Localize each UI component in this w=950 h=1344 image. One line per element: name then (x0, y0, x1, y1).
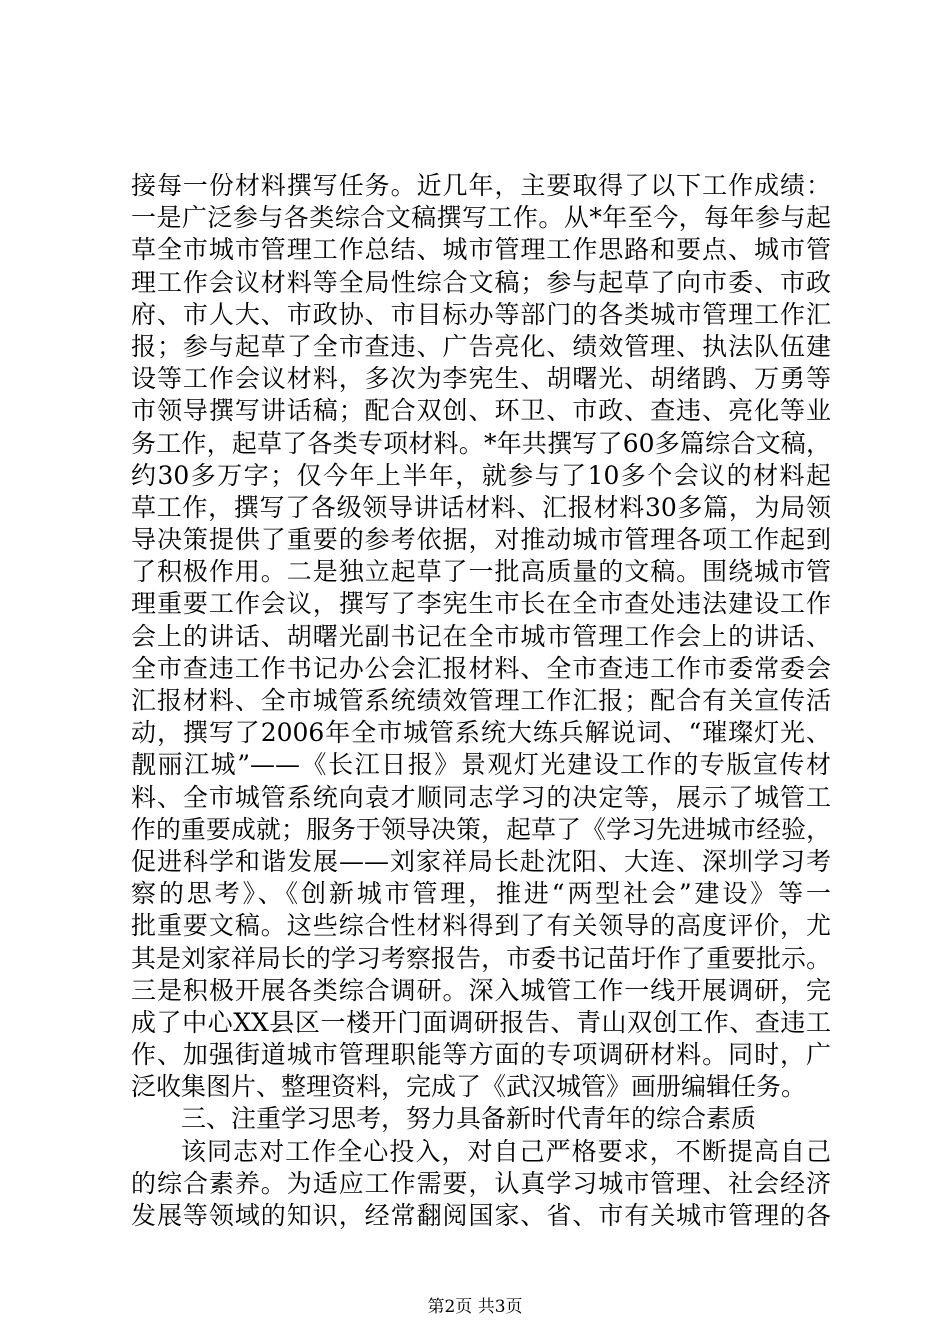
text-line: 泛收集图片、整理资料，完成了《武汉城管》画册编辑任务。 (131, 1072, 807, 1102)
text-line: 草全市城市管理工作总结、城市管理工作思路和要点、城市管 (131, 235, 831, 265)
text-line: 促进科学和谐发展——刘家祥局长赴沈阳、大连、深圳学习考 (131, 846, 831, 876)
text-line: 约30多万字；仅今年上半年，就参与了10多个会议的材料起 (131, 460, 831, 490)
text-line: 草工作，撰写了各级领导讲话材料、汇报材料30多篇，为局领 (131, 492, 831, 522)
text-line: 汇报材料、全市城管系统绩效管理工作汇报；配合有关宣传活 (131, 686, 831, 715)
text-line: 会上的讲话、胡曙光副书记在全市城市管理工作会上的讲话、 (131, 621, 831, 651)
text-line: 接每一份材料撰写任务。近几年，主要取得了以下工作成绩： (131, 171, 831, 200)
text-line: 察的思考》、《创新城市管理，推进“两型社会”建设》等一 (131, 879, 831, 909)
text-line: 一是广泛参与各类综合文稿撰写工作。从*年至今，每年参与起 (131, 203, 831, 233)
section-heading: 三、注重学习思考，努力具备新时代青年的综合素质 (181, 1104, 757, 1134)
text-line: 务工作，起草了各类专项材料。*年共撰写了60多篇综合文稿， (131, 428, 831, 458)
text-line: 的综合素养。为适应工作需要，认真学习城市管理、社会经济 (131, 1168, 831, 1198)
body-text (131, 170, 831, 1232)
text-line: 该同志对工作全心投入，对自己严格要求，不断提高自己 (181, 1136, 831, 1166)
text-line: 发展等领域的知识，经常翻阅国家、省、市有关城市管理的各 (131, 1201, 831, 1230)
text-line: 批重要文稿。这些综合性材料得到了有关领导的高度评价，尤 (131, 911, 831, 941)
text-line: 理重要工作会议，撰写了李宪生市长在全市查处违法建设工作 (131, 589, 831, 619)
text-line: 理工作会议材料等全局性综合文稿；参与起草了向市委、市政 (131, 267, 831, 297)
text-line: 作、加强街道城市管理职能等方面的专项调研材料。同时，广 (131, 1040, 831, 1070)
text-line: 动，撰写了2006年全市城管系统大练兵解说词、“璀璨灯光、 (131, 718, 831, 748)
text-line: 成了中心XX县区一楼开门面调研报告、青山双创工作、查违工 (131, 1007, 831, 1037)
text-line: 全市查违工作书记办公会汇报材料、全市查违工作市委常委会 (131, 653, 831, 683)
text-line: 府、市人大、市政协、市目标办等部门的各类城市管理工作汇 (131, 299, 831, 329)
text-line: 三是积极开展各类综合调研。深入城管工作一线开展调研，完 (131, 975, 831, 1005)
text-line: 报；参与起草了全市查违、广告亮化、绩效管理、执法队伍建 (131, 331, 831, 361)
text-line: 其是刘家祥局长的学习考察报告，市委书记苗圩作了重要批示。 (131, 943, 831, 973)
text-line: 设等工作会议材料，多次为李宪生、胡曙光、胡绪鹍、万勇等 (131, 364, 831, 394)
text-line: 导决策提供了重要的参考依据，对推动城市管理各项工作起到 (131, 525, 831, 555)
text-line: 靓丽江城”——《长江日报》景观灯光建设工作的专版宣传材 (131, 750, 831, 780)
page-number-footer: 第2页 共3页 (427, 1297, 523, 1317)
text-line: 市领导撰写讲话稿；配合双创、环卫、市政、查违、亮化等业 (131, 396, 831, 426)
text-line: 料、全市城管系统向袁才顺同志学习的决定等，展示了城管工 (131, 782, 831, 812)
text-line: 了积极作用。二是独立起草了一批高质量的文稿。围绕城市管 (131, 557, 831, 587)
text-line: 作的重要成就；服务于领导决策，起草了《学习先进城市经验， (131, 814, 831, 844)
